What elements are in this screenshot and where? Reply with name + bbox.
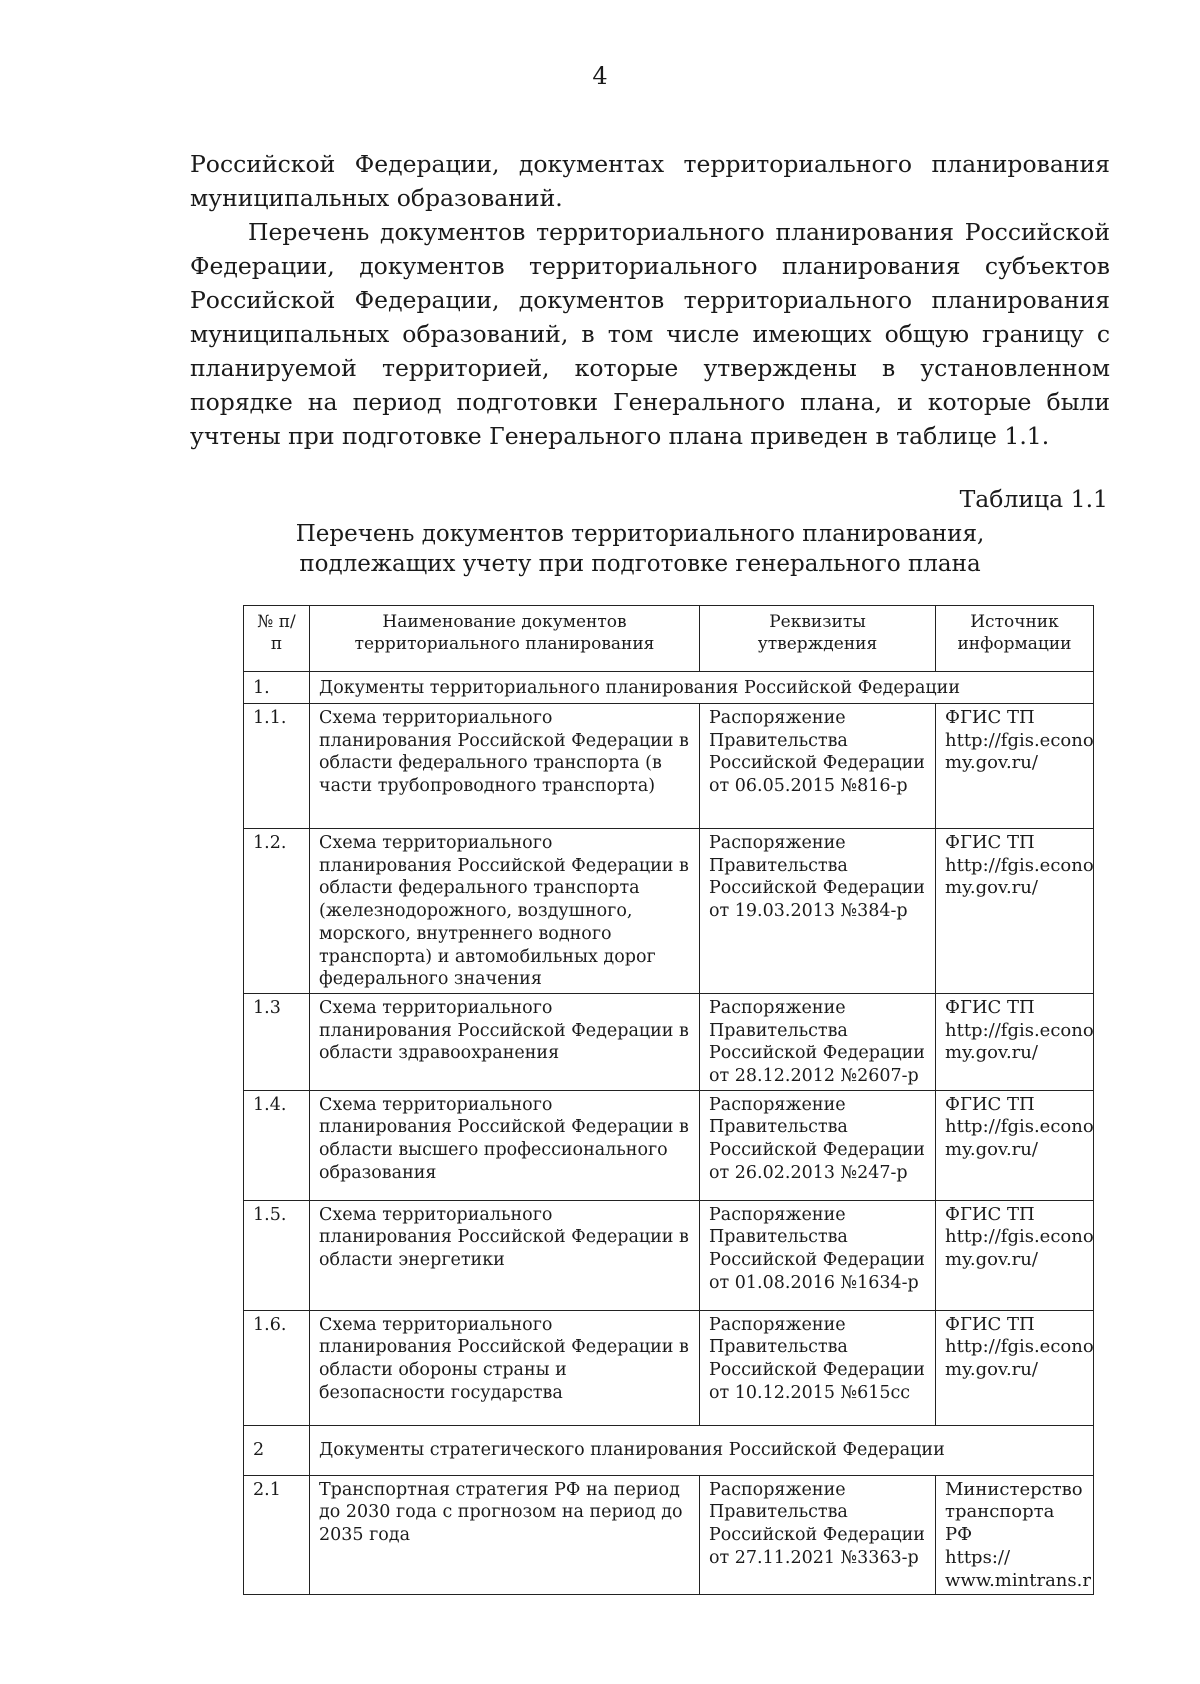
table-row [244,704,1094,829]
section-title: Документы территориального планирования Российской Федерации [310,672,1094,704]
source-line: ФГИС ТП [945,832,1035,853]
row-approval [700,829,936,994]
approval-line: Распоряжение [709,833,846,853]
approval-line: от 19.03.2013 №384-р [709,901,908,922]
header-num: № п/п [244,606,310,672]
row-source [936,1310,1094,1425]
approval-line: Российской Федерации [709,1043,925,1064]
table-row [244,993,1094,1090]
approval-line: от 06.05.2015 №816-р [709,776,908,797]
row-approval [700,704,936,829]
header-source: Источник информации [936,606,1094,672]
approval-line: Российской Федерации [709,1525,925,1546]
row-num: 2.1 [244,1475,310,1595]
approval-line: Распоряжение [709,997,846,1018]
source-line: my.gov.ru/ [945,1139,1038,1161]
source-line: ФГИС ТП [945,1313,1035,1335]
row-document-name: Схема территориального планирования Российской Федерации в области федерального транспорта (в части трубопроводного транспорта) [310,704,700,829]
source-line: www.mintrans.r [945,1569,1091,1591]
approval-line: Распоряжение [709,708,846,728]
row-approval [700,1475,936,1595]
row-approval [700,1310,936,1425]
page-number: 4 [592,62,608,90]
row-document-name: Схема территориального планирования Российской Федерации в области обороны страны и безопасности государства [310,1310,700,1425]
paragraph-intro-continuation: Российской Федерации, документах территориального планирования муниципальных образований. [190,150,1110,212]
row-num: 1.1. [244,704,310,829]
source-line: ФГИС ТП [945,1203,1035,1225]
table-caption-line-1: Перечень документов территориального планирования, [295,521,985,547]
row-source [936,1200,1094,1310]
header-name: Наименование документов территориального планирования [310,606,700,672]
source-line: транспорта РФ [945,1501,1055,1546]
source-line: http://fgis.econo [945,1116,1094,1138]
row-source [936,704,1094,829]
source-line: ФГИС ТП [945,1093,1035,1115]
documents-table [243,605,1094,1595]
table-row [244,829,1094,994]
section-num: 1. [244,672,310,704]
table-row [244,1200,1094,1310]
row-approval [700,1200,936,1310]
row-document-name: Схема территориального планирования Российской Федерации в области федерального транспорта (железнодорожного, воздушного, морского, внутреннего водного транспорта) и автомобильных дорог федерального значения [310,829,700,994]
approval-line: от 10.12.2015 №615сс [709,1382,911,1403]
row-source [936,1090,1094,1200]
row-source [936,1475,1094,1595]
approval-line: Российской Федерации [709,1360,925,1381]
row-document-name: Схема территориального планирования Российской Федерации в области энергетики [310,1200,700,1310]
approval-line: Правительства [709,1337,848,1358]
row-document-name: Схема территориального планирования Российской Федерации в области здравоохранения [310,993,700,1090]
source-line: my.gov.ru/ [945,1359,1038,1381]
approval-line: Российской Федерации [709,753,925,774]
approval-line: Правительства [709,730,848,751]
approval-line: Российской Федерации [709,1250,925,1271]
table-caption-line-2: подлежащих учету при подготовке генерального плана [299,551,981,577]
header-approval: Реквизиты утверждения [700,606,936,672]
section-title: Документы стратегического планирования Российской Федерации [310,1425,1094,1475]
table-section-row [244,672,1094,704]
row-source [936,993,1094,1090]
source-line: http://fgis.econo [945,1019,1094,1041]
approval-line: Распоряжение [709,1204,846,1225]
table-section-row [244,1425,1094,1475]
source-line: http://fgis.econo [945,1226,1094,1248]
source-line: my.gov.ru/ [945,877,1038,899]
approval-line: Распоряжение [709,1479,846,1500]
row-num: 1.4. [244,1090,310,1200]
approval-line: Правительства [709,1227,848,1248]
approval-line: Российской Федерации [709,1140,925,1161]
row-num: 1.3 [244,993,310,1090]
approval-line: Правительства [709,1117,848,1138]
approval-line: Правительства [709,1502,848,1523]
table-row [244,1310,1094,1425]
source-line: http://fgis.econo [945,1336,1094,1358]
table-row [244,1090,1094,1200]
approval-line: от 28.12.2012 №2607-р [709,1066,919,1087]
source-line: my.gov.ru/ [945,1249,1038,1271]
row-approval [700,1090,936,1200]
source-line: http://fgis.econo [945,854,1094,876]
source-line: https:// [945,1546,1011,1568]
table-label: Таблица 1.1 [959,485,1108,513]
table-header-row [244,606,1094,672]
row-approval [700,993,936,1090]
approval-line: от 27.11.2021 №3363-р [709,1547,919,1568]
source-line: http://fgis.econo [945,729,1094,751]
source-line: ФГИС ТП [945,996,1035,1018]
table-row [244,1475,1094,1595]
row-num: 1.5. [244,1200,310,1310]
approval-line: Правительства [709,855,848,876]
approval-line: Правительства [709,1020,848,1041]
paragraph-document-list: Перечень документов территориального планирования Российской Федерации, документов территориального планирования субъектов Российской Федерации, документов территориального планирования муниципальных образований, в том числе имеющих общую границу с планируемой территорией, которые утверждены в установленном порядке на период подготовки Генерального плана, и которые были учтены при подготовке Генерального плана приведен в таблице 1.1. [190,218,1110,450]
row-source [936,829,1094,994]
table-caption [240,519,1040,579]
row-num: 1.6. [244,1310,310,1425]
row-num: 1.2. [244,829,310,994]
approval-line: от 26.02.2013 №247-р [709,1162,908,1183]
approval-line: Российской Федерации [709,878,925,899]
source-line: my.gov.ru/ [945,752,1038,774]
row-document-name: Транспортная стратегия РФ на период до 2030 года с прогнозом на период до 2035 года [310,1475,700,1595]
source-line: ФГИС ТП [945,707,1035,728]
source-line: Министерство [945,1478,1083,1500]
approval-line: Распоряжение [709,1314,846,1335]
approval-line: Распоряжение [709,1094,846,1115]
row-document-name: Схема территориального планирования Российской Федерации в области высшего профессионального образования [310,1090,700,1200]
source-line: my.gov.ru/ [945,1042,1038,1064]
approval-line: от 01.08.2016 №1634-р [709,1272,919,1293]
section-num: 2 [244,1425,310,1475]
